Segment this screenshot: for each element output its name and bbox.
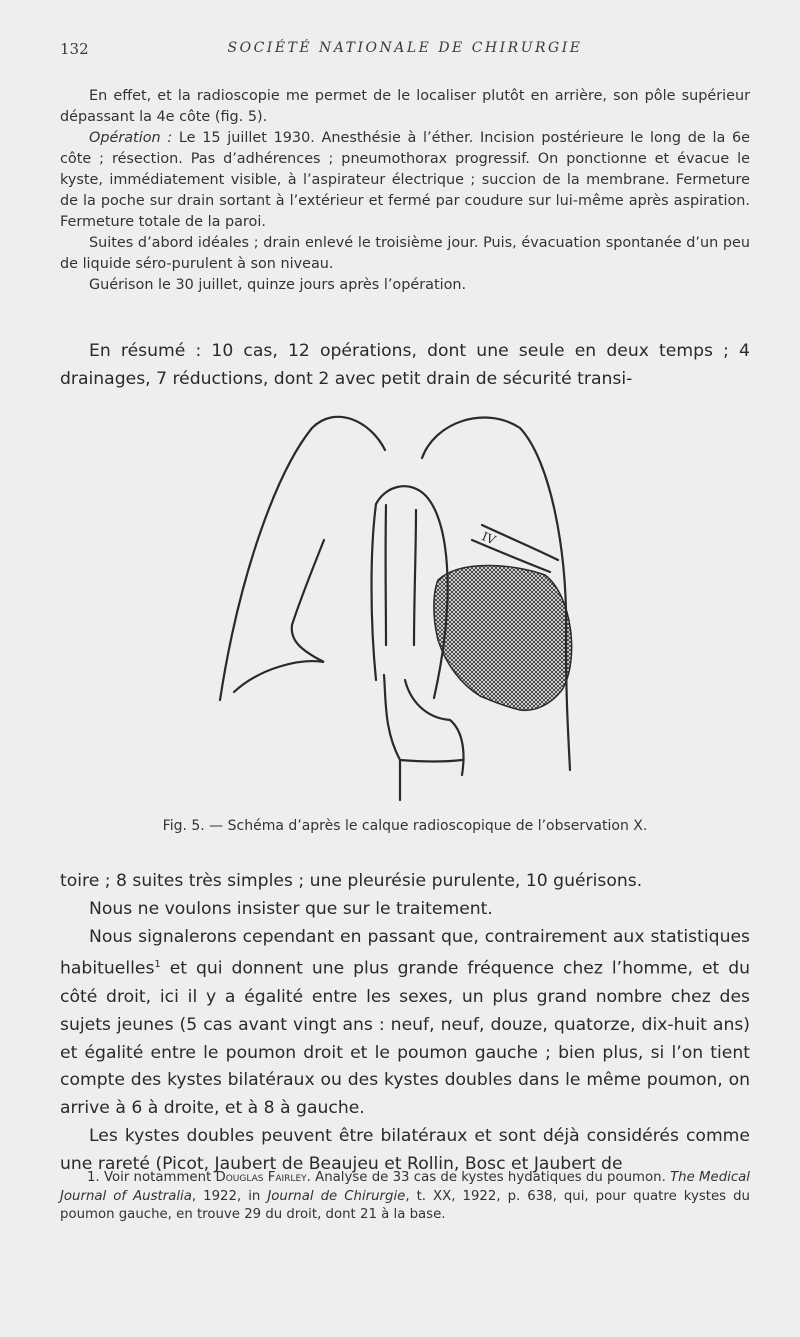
footnote-journal-2: Journal de Chirurgie <box>267 1188 406 1204</box>
operation-text: Le 15 juillet 1930. Anesthésie à l’éther. Incision postérieure le long de la 6e côte ; résection. Pas d’adhérences ; pneumothorax progressif. On ponctionne et évacue le kyste, immédiatement visible, à l’aspirateur électrique ; succion de la membrane. Fermeture de la poche sur drain sortant à l’extérieur et fermé par coudure sur lui-même après aspiration. Fermeture totale de la paroi. <box>60 130 750 230</box>
paragraph-summary: En résumé : 10 cas, 12 opérations, dont une seule en deux temps ; 4 drainages, 7 réductions, dont 2 avec petit drain de sécurité transi- <box>60 341 750 389</box>
footnote-number: 1. Voir notamment <box>87 1170 216 1185</box>
mediastinum-right-border <box>414 510 416 645</box>
paragraph-treatment: Nous ne voulons insister que sur le traitement. <box>89 898 493 919</box>
right-lung-inner <box>234 540 324 692</box>
hydatid-cyst-shadow <box>434 565 572 710</box>
right-lung-outline <box>220 417 385 700</box>
footnote-journal-1: The Medical Journal of Australia <box>60 1170 750 1204</box>
paragraph-statistics <box>60 924 750 1123</box>
rib-label-iv: IV <box>479 529 498 548</box>
footnote-author: Douglas Fairley <box>215 1170 307 1185</box>
paragraph-guerison: Guérison le 30 juillet, quinze jours après l’opération. <box>89 277 467 293</box>
page-number: 132 <box>60 40 89 58</box>
figure-caption: Fig. 5. — Schéma d’après le calque radioscopique de l’observation X. <box>162 818 648 834</box>
heart-left-edge <box>372 504 377 680</box>
page-header <box>60 40 750 62</box>
diaphragm-line <box>400 760 462 762</box>
heart-top <box>376 486 425 504</box>
operation-label: Opération : <box>89 130 173 146</box>
footnote-text-c: , t. XX, 1922, p. 638, qui, pour quatre kystes du poumon gauche, en trouve 29 du droit, dont 21 à la base. <box>60 1188 750 1222</box>
paragraph-double-cysts: Les kystes doubles peuvent être bilatéraux et sont déjà considérés comme une rareté (Picot, Jaubert de Beaujeu et Rollin, Bosc et Jaubert de <box>60 1125 750 1174</box>
paragraph-operation <box>60 128 750 233</box>
paragraph-suites: Suites d’abord idéales ; drain enlevé le troisième jour. Puis, évacuation spontanée d’un peu de liquide séro-purulent à son niveau. <box>60 235 750 272</box>
paragraph-radioscopy: En effet, et la radioscopie me permet de le localiser plutôt en arrière, son pôle supérieur dépassant la 4e côte (fig. 5). <box>60 88 750 125</box>
footnotes <box>60 1169 750 1225</box>
radioscopy-diagram <box>200 400 600 810</box>
footnote-text-b: , 1922, in <box>191 1188 268 1204</box>
footnote-1 <box>60 1169 750 1225</box>
statistics-text-end: et qui donnent une plus grande fréquence chez l’homme, et du côté droit, ici il y a égalité entre les sexes, un plus grand nombre chez des sujets jeunes (5 cas avant vingt ans : neuf, neuf, douze, quatorze, dix-huit ans) et égalité entre le poumon droit et le poumon gauche ; bien plus, si l’on tient compte des kystes bilatéraux ou des kystes doubles dans le même poumon, on arrive à 6 à droite, et à 8 à gauche. <box>60 959 750 1119</box>
footnote-marker: 1 <box>154 959 161 971</box>
case-report-text <box>60 86 750 296</box>
trachea-left-wall <box>384 675 400 800</box>
statistics-text-start: Nous signalerons cependant en passant que, contrairement aux statistiques habituelles <box>60 926 750 980</box>
footnote-text-a: . Analyse de 33 cas de kystes hydatiques du poumon. <box>306 1170 671 1185</box>
figure-5-schema <box>200 400 600 810</box>
continued-text <box>60 868 750 1179</box>
running-title: SOCIÉTÉ NATIONALE DE CHIRURGIE <box>227 40 583 56</box>
paragraph-continuation: toire ; 8 suites très simples ; une pleurésie purulente, 10 guérisons. <box>60 871 643 891</box>
summary-text <box>60 338 750 394</box>
